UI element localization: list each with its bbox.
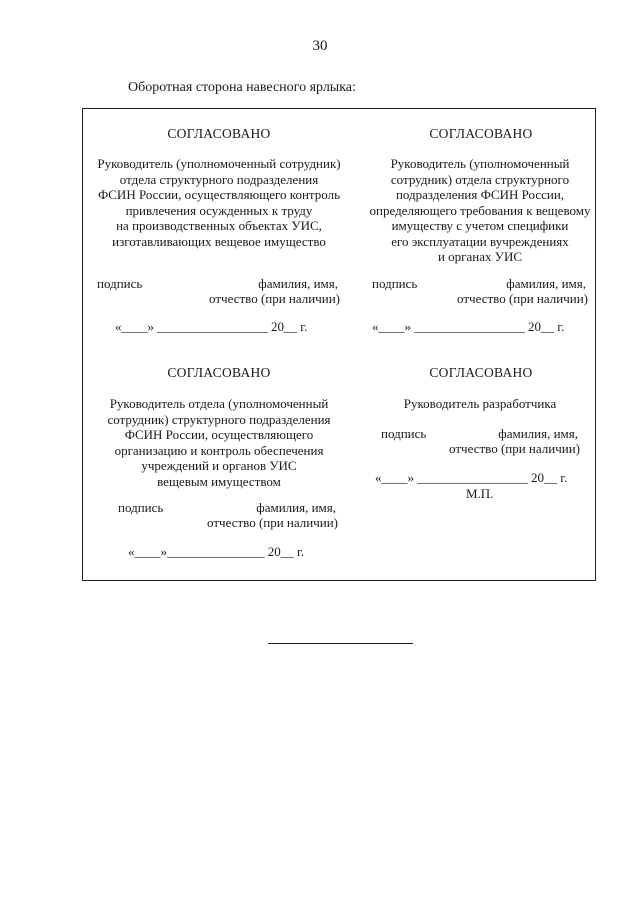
tr-line: Руководитель (уполномоченный <box>390 156 570 171</box>
bl-name-label: фамилия, имя, <box>256 500 336 515</box>
tl-patronymic-label: отчество (при наличии) <box>209 291 340 306</box>
tr-name-label: фамилия, имя, <box>506 276 586 291</box>
bl-line: сотрудник) структурного подразделения <box>107 411 331 427</box>
br-name-label: фамилия, имя, <box>498 426 578 441</box>
br-patronymic-label: отчество (при наличии) <box>449 441 580 456</box>
tl-line: отдела структурного подразделения <box>119 171 319 187</box>
tr-line: имуществу с учетом специфики <box>391 218 569 233</box>
bl-line: Руководитель отдела (уполномоченный <box>109 396 329 411</box>
bl-line: учреждений и органов УИС <box>141 458 297 473</box>
bl-signature-label: подпись <box>118 500 164 515</box>
tr-signature-label: подпись <box>372 276 418 291</box>
tl-line: Руководитель (уполномоченный сотрудник) <box>97 156 341 171</box>
tr-line: и органах УИС <box>437 249 523 264</box>
tl-name-label: фамилия, имя, <box>258 276 338 291</box>
tr-line: его эксплуатации вучреждениях <box>391 233 569 249</box>
br-stamp-label: М.П. <box>466 486 494 501</box>
tr-line: подразделения ФСИН России, <box>395 187 565 202</box>
tl-heading: СОГЛАСОВАНО <box>167 126 271 141</box>
bl-patronymic-label: отчество (при наличии) <box>207 515 338 530</box>
tl-line: изготавливающих вещевое имущество <box>112 233 326 249</box>
tr-heading: СОГЛАСОВАНО <box>429 126 533 141</box>
tl-signature-label: подпись <box>97 276 143 291</box>
tl-line: привлечения осужденных к труду <box>125 202 313 218</box>
tr-date-line: «____» _________________ 20__ г. <box>372 319 565 334</box>
tl-description <box>90 156 348 249</box>
tr-line: определяющего требования к вещевому <box>369 202 591 218</box>
br-signature-label: подпись <box>381 426 427 441</box>
tl-line: на производственных объектах УИС, <box>116 218 322 233</box>
tr-description <box>350 156 610 265</box>
page-number: 30 <box>312 38 328 54</box>
tr-patronymic-label: отчество (при наличии) <box>457 291 588 306</box>
br-description <box>350 396 610 412</box>
bl-heading: СОГЛАСОВАНО <box>167 365 271 380</box>
br-date-line: «____» _________________ 20__ г. <box>375 470 568 485</box>
bl-line: организацию и контроль обеспечения <box>114 442 324 458</box>
bl-date-line: «____»_______________ 20__ г. <box>128 544 305 559</box>
footer-rule <box>268 643 413 644</box>
tr-line: сотрудник) отдела структурного <box>390 171 570 187</box>
tl-date-line: «____» _________________ 20__ г. <box>115 319 308 334</box>
br-heading: СОГЛАСОВАНО <box>429 365 533 380</box>
bl-line: вещевым имуществом <box>157 473 281 489</box>
bl-line: ФСИН России, осуществляющего <box>124 427 314 442</box>
tl-line: ФСИН России, осуществляющего контроль <box>97 187 340 202</box>
bl-description <box>94 396 344 489</box>
subtitle: Оборотная сторона навесного ярлыка: <box>128 80 356 95</box>
br-line: Руководитель разработчика <box>403 396 557 411</box>
